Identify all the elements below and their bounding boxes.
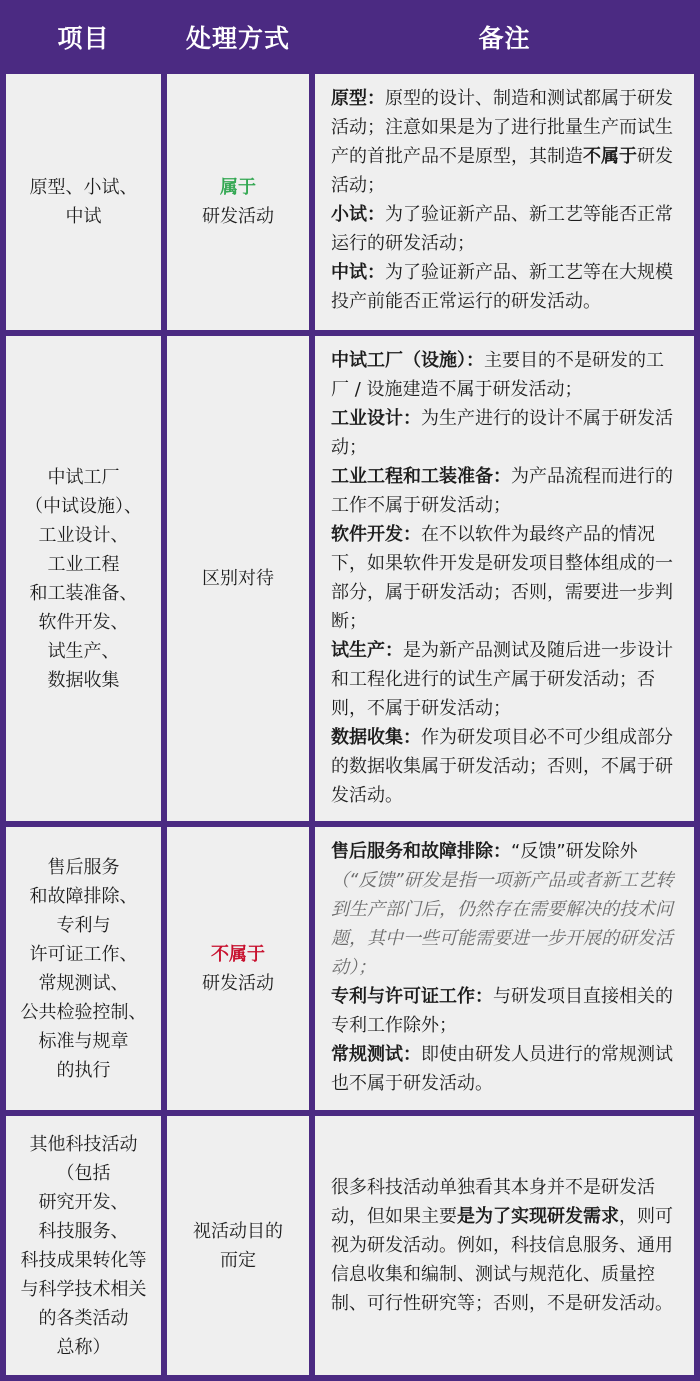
- note-emphasis: 是为了实现研发需求: [457, 1206, 619, 1227]
- note-label: 试生产：: [331, 640, 403, 661]
- note-label: 原型：: [331, 88, 385, 109]
- row4-item: [6, 1116, 161, 1375]
- note-paragraph: [331, 723, 680, 810]
- note-text: “反馈”研发除外: [511, 841, 638, 862]
- row3-item-line: 的执行: [56, 1059, 111, 1081]
- note-label: 售后服务和故障排除：: [331, 841, 511, 862]
- row2-item-line: 工业设计、: [38, 524, 129, 546]
- note-label: 工业工程和工装准备：: [331, 466, 511, 487]
- row2-item-line: 工业工程: [47, 553, 120, 575]
- row3-item-line: 常规测试、: [38, 972, 129, 994]
- note-paragraph: [331, 200, 680, 258]
- note-text: 为产品流程而进行的工作不属于研发活动；: [331, 466, 673, 516]
- note-label: 专利与许可证工作：: [331, 986, 493, 1007]
- note-label: 数据收集：: [331, 727, 421, 748]
- row4-notes: [315, 1116, 694, 1375]
- row4-handling-text: 而定: [220, 1249, 256, 1271]
- row1-notes: [315, 74, 694, 330]
- note-text: 为了验证新产品、新工艺等能否正常运行的研发活动；: [331, 204, 673, 254]
- note-paragraph: [331, 982, 680, 1040]
- row2-item-line: （中试设施）、: [25, 495, 142, 517]
- row2-notes: [315, 336, 694, 821]
- row1-item: [6, 74, 161, 330]
- row4-handling: [167, 1116, 309, 1375]
- row1-handling-status: 属于: [220, 177, 256, 198]
- note-paragraph: [331, 258, 680, 316]
- row4-item-line: 其他科技活动: [29, 1133, 138, 1155]
- note-paragraph: [331, 84, 680, 200]
- note-emphasis: 不属于: [583, 146, 637, 167]
- note-paragraph: [331, 1040, 680, 1098]
- row4-item-line: 研究开发、: [38, 1191, 129, 1213]
- row3-item-line: 标准与规章: [38, 1030, 129, 1052]
- row2-item: [6, 336, 161, 821]
- row3-item-line: 和故障排除、: [29, 885, 138, 907]
- row1-handling-text: 研发活动: [202, 206, 274, 227]
- note-label: 工业设计：: [331, 408, 421, 429]
- row3-item-line: 公共检验控制、: [20, 1001, 147, 1023]
- row4-item-line: 与科学技术相关: [20, 1278, 147, 1300]
- row1-handling: [167, 74, 309, 330]
- row4-item-line: （包括: [56, 1162, 111, 1184]
- row3-handling-text: 研发活动: [202, 972, 274, 994]
- note-paragraph: [331, 404, 680, 462]
- note-text: 为了验证新产品、新工艺等在大规模投产前能否正常运行的研发活动。: [331, 262, 673, 312]
- note-text: 主要目的不是研发的工厂 / 设施建造不属于研发活动；: [331, 350, 664, 400]
- row4-item-line: 科技服务、: [38, 1220, 129, 1242]
- note-paragraph: [331, 837, 680, 982]
- row2-item-line: 中试工厂: [47, 466, 120, 488]
- note-label: 小试：: [331, 204, 385, 225]
- header-handling: 处理方式: [167, 6, 309, 68]
- row3-notes: [315, 827, 694, 1110]
- row2-handling: [167, 336, 309, 821]
- row1-item-line: 原型、小试、: [29, 177, 138, 198]
- note-text: 是为新产品测试及随后进一步设计和工程化进行的试生产属于研发活动；否则，不属于研发活动；: [331, 640, 673, 719]
- row4-handling-text: 视活动目的: [193, 1220, 283, 1242]
- row4-item-line: 总称）: [56, 1336, 111, 1358]
- row4-item-line: 的各类活动: [38, 1307, 129, 1329]
- note-paragraph: [331, 462, 680, 520]
- row2-item-line: 软件开发、: [38, 611, 129, 633]
- row3-item-line: 售后服务: [47, 856, 120, 878]
- note-text: 在不以软件为最终产品的情况下，如果软件开发是研发项目整体组成的一部分，属于研发活动；否则，需要进一步判断；: [331, 524, 673, 632]
- note-paragraph: [331, 1173, 680, 1318]
- note-text: 为生产进行的设计不属于研发活动；: [331, 408, 673, 458]
- row3-item-line: 许可证工作、: [29, 943, 138, 965]
- row2-handling-text: 区别对待: [202, 568, 274, 589]
- note-paragraph: [331, 346, 680, 404]
- row2-item-line: 和工装准备、: [29, 582, 138, 604]
- header-item: 项目: [6, 6, 161, 68]
- note-text: 即使由研发人员进行的常规测试也不属于研发活动。: [331, 1044, 673, 1094]
- row2-item-line: 试生产、: [47, 640, 120, 662]
- note-text: ，则可视为研发活动。例如，科技信息服务、通用信息收集和编制、测试与规范化、质量控制、可行性研究等；否则，不是研发活动。: [331, 1206, 673, 1314]
- note-text: 作为研发项目必不可少组成部分的数据收集属于研发活动；否则，不属于研发活动。: [331, 727, 673, 806]
- row3-item-line: 专利与: [56, 914, 111, 936]
- row3-item: [6, 827, 161, 1110]
- row2-item-line: 数据收集: [47, 669, 120, 691]
- row1-item-line: 中试: [65, 206, 102, 227]
- note-label: 中试工厂（设施）：: [331, 350, 484, 371]
- header-notes: 备注: [315, 6, 694, 68]
- note-paragraph: [331, 520, 680, 636]
- row3-handling-status: 不属于: [211, 943, 265, 965]
- note-label: 中试：: [331, 262, 385, 283]
- note-label: 软件开发：: [331, 524, 421, 545]
- note-text: 研发活动；: [331, 146, 673, 196]
- row4-item-line: 科技成果转化等: [20, 1249, 147, 1271]
- note-aside: （“反馈”研发是指一项新产品或者新工艺转到生产部门后，仍然存在需要解决的技术问题，其中一些可能需要进一步开展的研发活动）；: [331, 870, 674, 978]
- note-label: 常规测试：: [331, 1044, 421, 1065]
- note-text: 很多科技活动单独看其本身并不是研发活动，但如果主要: [331, 1177, 655, 1227]
- note-text: 与研发项目直接相关的专利工作除外；: [331, 986, 673, 1036]
- note-text: 原型的设计、制造和测试都属于研发活动；注意如果是为了进行批量生产而试生产的首批产品不是原型，其制造: [331, 88, 673, 167]
- row3-handling: [167, 827, 309, 1110]
- note-paragraph: [331, 636, 680, 723]
